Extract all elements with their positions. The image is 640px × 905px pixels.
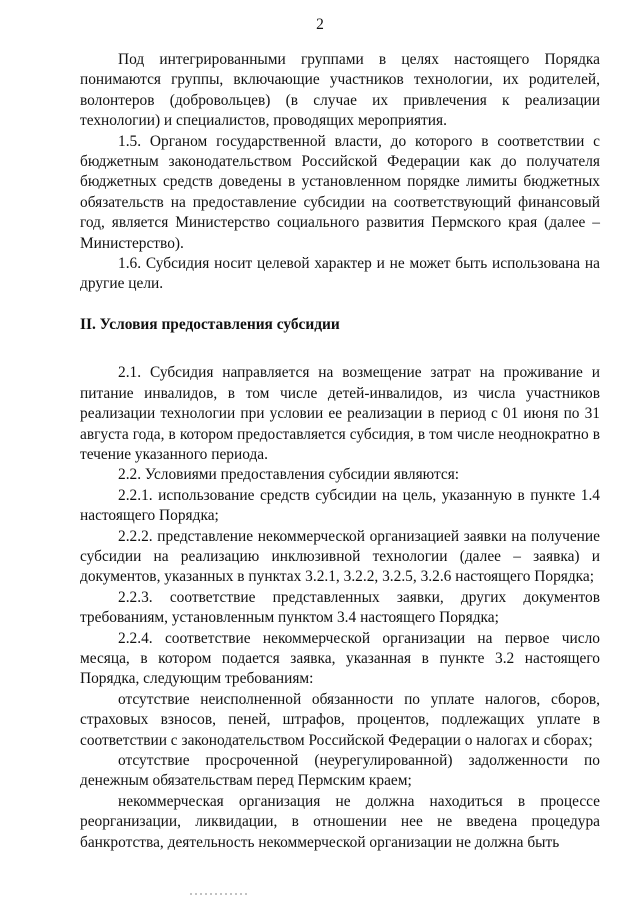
- paragraph-requirement-taxes: отсутствие неисполненной обязанности по уплате налогов, сборов, страховых взносов, пеней, штрафов, процентов, подлежащих уплате в соответствии с законодательством Российской Федерации о налогах и сборах;: [80, 690, 600, 749]
- paragraph-2-1: 2.1. Субсидия направляется на возмещение затрат на проживание и питание инвалидов, в том числе детей-инвалидов, из числа участников реализации технологии при условии ее реализации в период с 01 июня по 31 августа года, в котором предоставляется субсидия, в том числе неоднократно в течение указанного периода.: [80, 364, 600, 463]
- paragraph-1-5: 1.5. Органом государственной власти, до которого в соответствии с бюджетным законодательством Российской Федерации как до получателя бюджетных средств доведены в установленном порядке лимиты бюджетных обязательств на предоставление субсидии на соответствующий финансовый год, является Министерство социального развития Пермского края (далее – Министерство).: [80, 132, 600, 252]
- paragraph-requirement-debt: отсутствие просроченной (неурегулированной) задолженности по денежным обязательствам перед Пермским краем;: [80, 752, 600, 790]
- document-body: [80, 50, 600, 853]
- paragraph-2-2: 2.2. Условиями предоставления субсидии являются:: [118, 466, 460, 484]
- paragraph-integrated-groups: Под интегрированными группами в целях настоящего Порядка понимаются группы, включающие участников технологии, их родителей, волонтеров (добровольцев) (в случае их привлечения к реализации технологии) и специалистов, проводящих мероприятия.: [80, 51, 600, 130]
- paragraph-2-2-1: 2.2.1. использование средств субсидии на цель, указанную в пункте 1.4 настоящего Порядка;: [80, 486, 600, 525]
- scan-artifact: [190, 893, 250, 895]
- paragraph-2-2-4: 2.2.4. соответствие некоммерческой организации на первое число месяца, в котором подается заявка, указанная в пункте 3.2 настоящего Порядка, следующим требованиям:: [80, 629, 600, 688]
- paragraph-2-2-3: 2.2.3. соответствие представленных заявки, других документов требованиям, установленным пунктом 3.4 настоящего Порядка;: [80, 588, 600, 627]
- paragraph-requirement-reorganization: некоммерческая организация не должна находиться в процессе реорганизации, ликвидации, в отношении нее не введена процедура банкротства, деятельность некоммерческой организации не должна быть: [80, 792, 600, 851]
- paragraph-1-6: 1.6. Субсидия носит целевой характер и не может быть использована на другие цели.: [80, 255, 600, 293]
- page-number: 2: [316, 16, 324, 33]
- section-title: II. Условия предоставления субсидии: [80, 315, 340, 333]
- paragraph-2-2-2: 2.2.2. представление некоммерческой организацией заявки на получение субсидии на реализацию инклюзивной технологии (далее – заявка) и документов, указанных в пунктах 3.2.1, 3.2.2, 3.2.5, 3.2.6 настоящего Порядка;: [80, 527, 600, 586]
